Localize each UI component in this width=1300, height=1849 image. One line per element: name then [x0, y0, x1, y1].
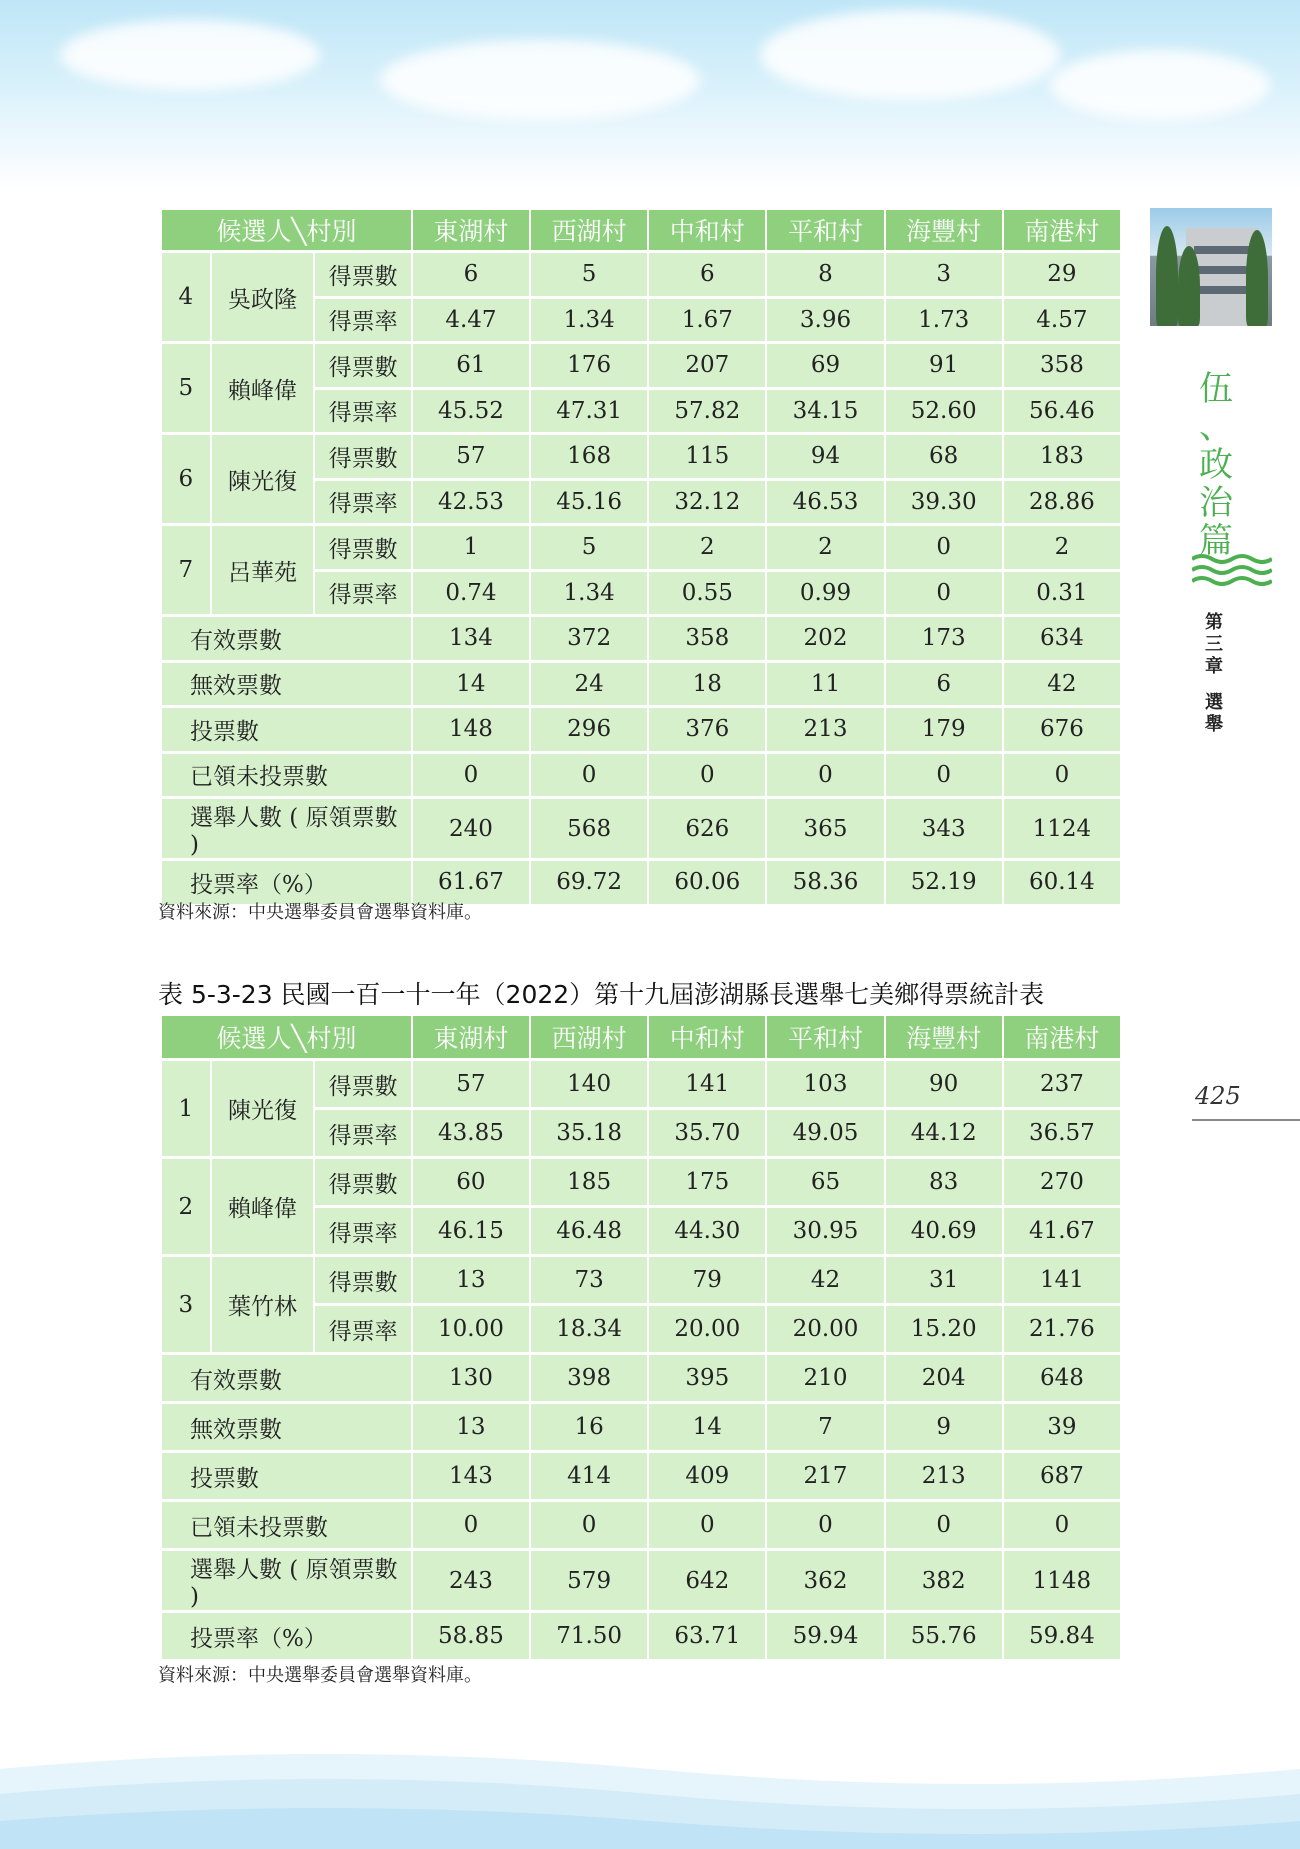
- summary-cell: 61.67: [413, 861, 529, 907]
- votes-cell: 29: [1004, 253, 1120, 299]
- summary-cell: 1148: [1004, 1551, 1120, 1613]
- votes-cell: 2: [1004, 526, 1120, 572]
- rate-cell: 1.34: [531, 572, 647, 618]
- summary-cell: 0: [649, 754, 765, 800]
- rate-cell: 1.34: [531, 299, 647, 345]
- summary-cell: 634: [1004, 617, 1120, 663]
- rate-cell: 0.31: [1004, 572, 1120, 618]
- votes-cell: 2: [767, 526, 883, 572]
- vote-table-2: [160, 1016, 1122, 1662]
- summary-cell: 362: [767, 1551, 883, 1613]
- votes-cell: 57: [413, 1061, 529, 1110]
- rate-cell: 45.52: [413, 390, 529, 436]
- rate-cell: 40.69: [886, 1208, 1002, 1257]
- rate-cell: 30.95: [767, 1208, 883, 1257]
- section-char: 章: [1205, 656, 1223, 677]
- summary-cell: 63.71: [649, 1613, 765, 1662]
- candidate-number: 7: [162, 526, 210, 617]
- rate-cell: 35.70: [649, 1110, 765, 1159]
- candidate-number: 5: [162, 344, 210, 435]
- summary-cell: 130: [413, 1355, 529, 1404]
- metric-label-votes: 得票數: [315, 1159, 410, 1208]
- rate-cell: 20.00: [649, 1306, 765, 1355]
- votes-cell: 141: [649, 1061, 765, 1110]
- summary-cell: 14: [413, 663, 529, 709]
- summary-cell: 0: [767, 1502, 883, 1551]
- rate-cell: 0: [886, 572, 1002, 618]
- summary-cell: 11: [767, 663, 883, 709]
- votes-cell: 83: [886, 1159, 1002, 1208]
- summary-cell: 398: [531, 1355, 647, 1404]
- summary-cell: 395: [649, 1355, 765, 1404]
- summary-cell: 16: [531, 1404, 647, 1453]
- rate-cell: 45.16: [531, 481, 647, 527]
- votes-cell: 185: [531, 1159, 647, 1208]
- chapter-char: 伍: [1199, 369, 1233, 409]
- candidate-name: 葉竹林: [212, 1257, 314, 1355]
- summary-cell: 134: [413, 617, 529, 663]
- summary-cell: 13: [413, 1404, 529, 1453]
- summary-cell: 42: [1004, 663, 1120, 709]
- summary-cell: 568: [531, 799, 647, 861]
- candidate-name: 賴峰偉: [212, 1159, 314, 1257]
- header-village: 海豐村: [886, 1016, 1002, 1061]
- summary-cell: 7: [767, 1404, 883, 1453]
- votes-cell: 103: [767, 1061, 883, 1110]
- summary-cell: 213: [767, 708, 883, 754]
- votes-cell: 175: [649, 1159, 765, 1208]
- summary-cell: 0: [413, 754, 529, 800]
- votes-cell: 57: [413, 435, 529, 481]
- summary-cell: 626: [649, 799, 765, 861]
- candidate-number: 3: [162, 1257, 210, 1355]
- header-village: 東湖村: [413, 1016, 529, 1061]
- summary-cell: 204: [886, 1355, 1002, 1404]
- summary-cell: 58.36: [767, 861, 883, 907]
- votes-cell: 94: [767, 435, 883, 481]
- metric-label-votes: 得票數: [315, 1257, 410, 1306]
- rate-cell: 0.74: [413, 572, 529, 618]
- votes-cell: 0: [886, 526, 1002, 572]
- summary-cell: 0: [886, 754, 1002, 800]
- summary-cell: 687: [1004, 1453, 1120, 1502]
- votes-cell: 68: [886, 435, 1002, 481]
- votes-cell: 176: [531, 344, 647, 390]
- section-title: [1200, 612, 1228, 736]
- summary-cell: 0: [413, 1502, 529, 1551]
- rate-cell: 36.57: [1004, 1110, 1120, 1159]
- votes-cell: 6: [649, 253, 765, 299]
- header-village: 東湖村: [413, 210, 529, 253]
- summary-cell: 60.14: [1004, 861, 1120, 907]
- rate-cell: 43.85: [413, 1110, 529, 1159]
- summary-cell: 382: [886, 1551, 1002, 1613]
- rate-cell: 4.57: [1004, 299, 1120, 345]
- votes-cell: 141: [1004, 1257, 1120, 1306]
- votes-cell: 42: [767, 1257, 883, 1306]
- votes-cell: 69: [767, 344, 883, 390]
- metric-label-votes: 得票數: [315, 526, 410, 572]
- summary-cell: 240: [413, 799, 529, 861]
- summary-cell: 55.76: [886, 1613, 1002, 1662]
- summary-label: 選舉人數 ( 原領票數 ): [162, 799, 411, 861]
- rate-cell: 15.20: [886, 1306, 1002, 1355]
- rate-cell: 42.53: [413, 481, 529, 527]
- header-village: 西湖村: [531, 210, 647, 253]
- rate-cell: 47.31: [531, 390, 647, 436]
- chapter-char: 治: [1199, 483, 1233, 523]
- metric-label-votes: 得票數: [315, 1061, 410, 1110]
- summary-cell: 642: [649, 1551, 765, 1613]
- metric-label-rate: 得票率: [315, 1110, 410, 1159]
- candidate-name: 賴峰偉: [212, 344, 314, 435]
- votes-cell: 115: [649, 435, 765, 481]
- summary-cell: 1124: [1004, 799, 1120, 861]
- summary-cell: 59.84: [1004, 1613, 1120, 1662]
- metric-label-rate: 得票率: [315, 299, 410, 345]
- chapter-char: 政: [1199, 445, 1233, 485]
- summary-cell: 143: [413, 1453, 529, 1502]
- candidate-name: 陳光復: [212, 435, 314, 526]
- votes-cell: 91: [886, 344, 1002, 390]
- summary-cell: 579: [531, 1551, 647, 1613]
- votes-cell: 60: [413, 1159, 529, 1208]
- summary-cell: 179: [886, 708, 1002, 754]
- votes-cell: 65: [767, 1159, 883, 1208]
- rate-cell: 28.86: [1004, 481, 1120, 527]
- summary-cell: 376: [649, 708, 765, 754]
- summary-cell: 213: [886, 1453, 1002, 1502]
- summary-cell: 59.94: [767, 1613, 883, 1662]
- rate-cell: 20.00: [767, 1306, 883, 1355]
- summary-cell: 39: [1004, 1404, 1120, 1453]
- summary-cell: 52.19: [886, 861, 1002, 907]
- summary-cell: 414: [531, 1453, 647, 1502]
- votes-cell: 207: [649, 344, 765, 390]
- wave-ornament-icon: [1192, 553, 1272, 587]
- candidate-name: 呂華苑: [212, 526, 314, 617]
- header-village: 南港村: [1004, 1016, 1120, 1061]
- metric-label-votes: 得票數: [315, 435, 410, 481]
- votes-cell: 1: [413, 526, 529, 572]
- summary-cell: 648: [1004, 1355, 1120, 1404]
- summary-label: 無效票數: [162, 1404, 411, 1453]
- summary-cell: 71.50: [531, 1613, 647, 1662]
- header-village: 南港村: [1004, 210, 1120, 253]
- summary-label: 投票數: [162, 1453, 411, 1502]
- summary-cell: 69.72: [531, 861, 647, 907]
- rate-cell: 10.00: [413, 1306, 529, 1355]
- summary-cell: 14: [649, 1404, 765, 1453]
- votes-cell: 5: [531, 526, 647, 572]
- metric-label-rate: 得票率: [315, 1208, 410, 1257]
- summary-cell: 0: [767, 754, 883, 800]
- rate-cell: 46.48: [531, 1208, 647, 1257]
- rate-cell: 56.46: [1004, 390, 1120, 436]
- header-corner: 候選人╲村別: [162, 210, 411, 253]
- summary-cell: 173: [886, 617, 1002, 663]
- votes-cell: 2: [649, 526, 765, 572]
- votes-cell: 6: [413, 253, 529, 299]
- votes-cell: 79: [649, 1257, 765, 1306]
- summary-cell: 343: [886, 799, 1002, 861]
- section-char: 舉: [1205, 714, 1223, 735]
- section-char: 第: [1205, 612, 1223, 633]
- rate-cell: 21.76: [1004, 1306, 1120, 1355]
- summary-cell: 24: [531, 663, 647, 709]
- sky-banner: [0, 0, 1300, 190]
- votes-cell: 183: [1004, 435, 1120, 481]
- rate-cell: 1.67: [649, 299, 765, 345]
- metric-label-votes: 得票數: [315, 253, 410, 299]
- page-number: 425: [1195, 1082, 1241, 1110]
- rate-cell: 49.05: [767, 1110, 883, 1159]
- rate-cell: 46.53: [767, 481, 883, 527]
- rate-cell: 57.82: [649, 390, 765, 436]
- summary-cell: 676: [1004, 708, 1120, 754]
- page-rule: [1192, 1119, 1300, 1121]
- section-char: 三: [1205, 634, 1223, 655]
- votes-cell: 90: [886, 1061, 1002, 1110]
- table-2-title: 表 5-3-23 民國一百一十一年（2022）第十九屆澎湖縣長選舉七美鄉得票統計表: [158, 980, 1045, 1009]
- candidate-name: 陳光復: [212, 1061, 314, 1159]
- summary-label: 投票率（%）: [162, 1613, 411, 1662]
- header-village: 海豐村: [886, 210, 1002, 253]
- summary-cell: 409: [649, 1453, 765, 1502]
- summary-label: 有效票數: [162, 617, 411, 663]
- rate-cell: 0.99: [767, 572, 883, 618]
- rate-cell: 46.15: [413, 1208, 529, 1257]
- metric-label-rate: 得票率: [315, 481, 410, 527]
- chapter-char: 、: [1199, 407, 1233, 447]
- rate-cell: 52.60: [886, 390, 1002, 436]
- header-village: 中和村: [649, 210, 765, 253]
- summary-cell: 217: [767, 1453, 883, 1502]
- header-village: 中和村: [649, 1016, 765, 1061]
- metric-label-rate: 得票率: [315, 572, 410, 618]
- votes-cell: 3: [886, 253, 1002, 299]
- source-note-1: 資料來源：中央選舉委員會選舉資料庫。: [158, 902, 482, 923]
- section-char: 選: [1205, 692, 1223, 713]
- candidate-number: 2: [162, 1159, 210, 1257]
- header-village: 平和村: [767, 1016, 883, 1061]
- summary-label: 已領未投票數: [162, 754, 411, 800]
- summary-cell: 6: [886, 663, 1002, 709]
- metric-label-rate: 得票率: [315, 1306, 410, 1355]
- summary-label: 投票率（%）: [162, 861, 411, 907]
- summary-cell: 365: [767, 799, 883, 861]
- votes-cell: 5: [531, 253, 647, 299]
- rate-cell: 39.30: [886, 481, 1002, 527]
- rate-cell: 4.47: [413, 299, 529, 345]
- summary-cell: 210: [767, 1355, 883, 1404]
- source-note-2: 資料來源：中央選舉委員會選舉資料庫。: [158, 1665, 482, 1686]
- header-corner: 候選人╲村別: [162, 1016, 411, 1061]
- candidate-number: 6: [162, 435, 210, 526]
- summary-label: 投票數: [162, 708, 411, 754]
- summary-cell: 0: [531, 1502, 647, 1551]
- summary-cell: 60.06: [649, 861, 765, 907]
- rate-cell: 34.15: [767, 390, 883, 436]
- chapter-char: 篇: [1199, 521, 1233, 561]
- votes-cell: 358: [1004, 344, 1120, 390]
- summary-cell: 358: [649, 617, 765, 663]
- votes-cell: 31: [886, 1257, 1002, 1306]
- rate-cell: 0.55: [649, 572, 765, 618]
- summary-label: 選舉人數 ( 原領票數 ): [162, 1551, 411, 1613]
- summary-cell: 296: [531, 708, 647, 754]
- rate-cell: 35.18: [531, 1110, 647, 1159]
- summary-cell: 372: [531, 617, 647, 663]
- summary-cell: 0: [1004, 754, 1120, 800]
- votes-cell: 61: [413, 344, 529, 390]
- summary-label: 無效票數: [162, 663, 411, 709]
- header-village: 平和村: [767, 210, 883, 253]
- summary-cell: 148: [413, 708, 529, 754]
- votes-cell: 8: [767, 253, 883, 299]
- wave-footer: [0, 1729, 1300, 1849]
- summary-cell: 0: [531, 754, 647, 800]
- building-photo: [1150, 208, 1272, 326]
- rate-cell: 1.73: [886, 299, 1002, 345]
- vote-table-1: [160, 210, 1122, 907]
- metric-label-votes: 得票數: [315, 344, 410, 390]
- summary-cell: 0: [886, 1502, 1002, 1551]
- rate-cell: 18.34: [531, 1306, 647, 1355]
- votes-cell: 237: [1004, 1061, 1120, 1110]
- metric-label-rate: 得票率: [315, 390, 410, 436]
- header-village: 西湖村: [531, 1016, 647, 1061]
- summary-cell: 243: [413, 1551, 529, 1613]
- votes-cell: 168: [531, 435, 647, 481]
- rate-cell: 44.30: [649, 1208, 765, 1257]
- chapter-title: [1198, 370, 1234, 560]
- summary-cell: 9: [886, 1404, 1002, 1453]
- summary-cell: 202: [767, 617, 883, 663]
- votes-cell: 140: [531, 1061, 647, 1110]
- summary-label: 有效票數: [162, 1355, 411, 1404]
- votes-cell: 270: [1004, 1159, 1120, 1208]
- summary-label: 已領未投票數: [162, 1502, 411, 1551]
- summary-cell: 58.85: [413, 1613, 529, 1662]
- rate-cell: 3.96: [767, 299, 883, 345]
- section-char: [1200, 678, 1228, 692]
- rate-cell: 32.12: [649, 481, 765, 527]
- candidate-number: 4: [162, 253, 210, 344]
- rate-cell: 41.67: [1004, 1208, 1120, 1257]
- summary-cell: 0: [649, 1502, 765, 1551]
- summary-cell: 18: [649, 663, 765, 709]
- summary-cell: 0: [1004, 1502, 1120, 1551]
- rate-cell: 44.12: [886, 1110, 1002, 1159]
- votes-cell: 13: [413, 1257, 529, 1306]
- votes-cell: 73: [531, 1257, 647, 1306]
- candidate-number: 1: [162, 1061, 210, 1159]
- candidate-name: 吳政隆: [212, 253, 314, 344]
